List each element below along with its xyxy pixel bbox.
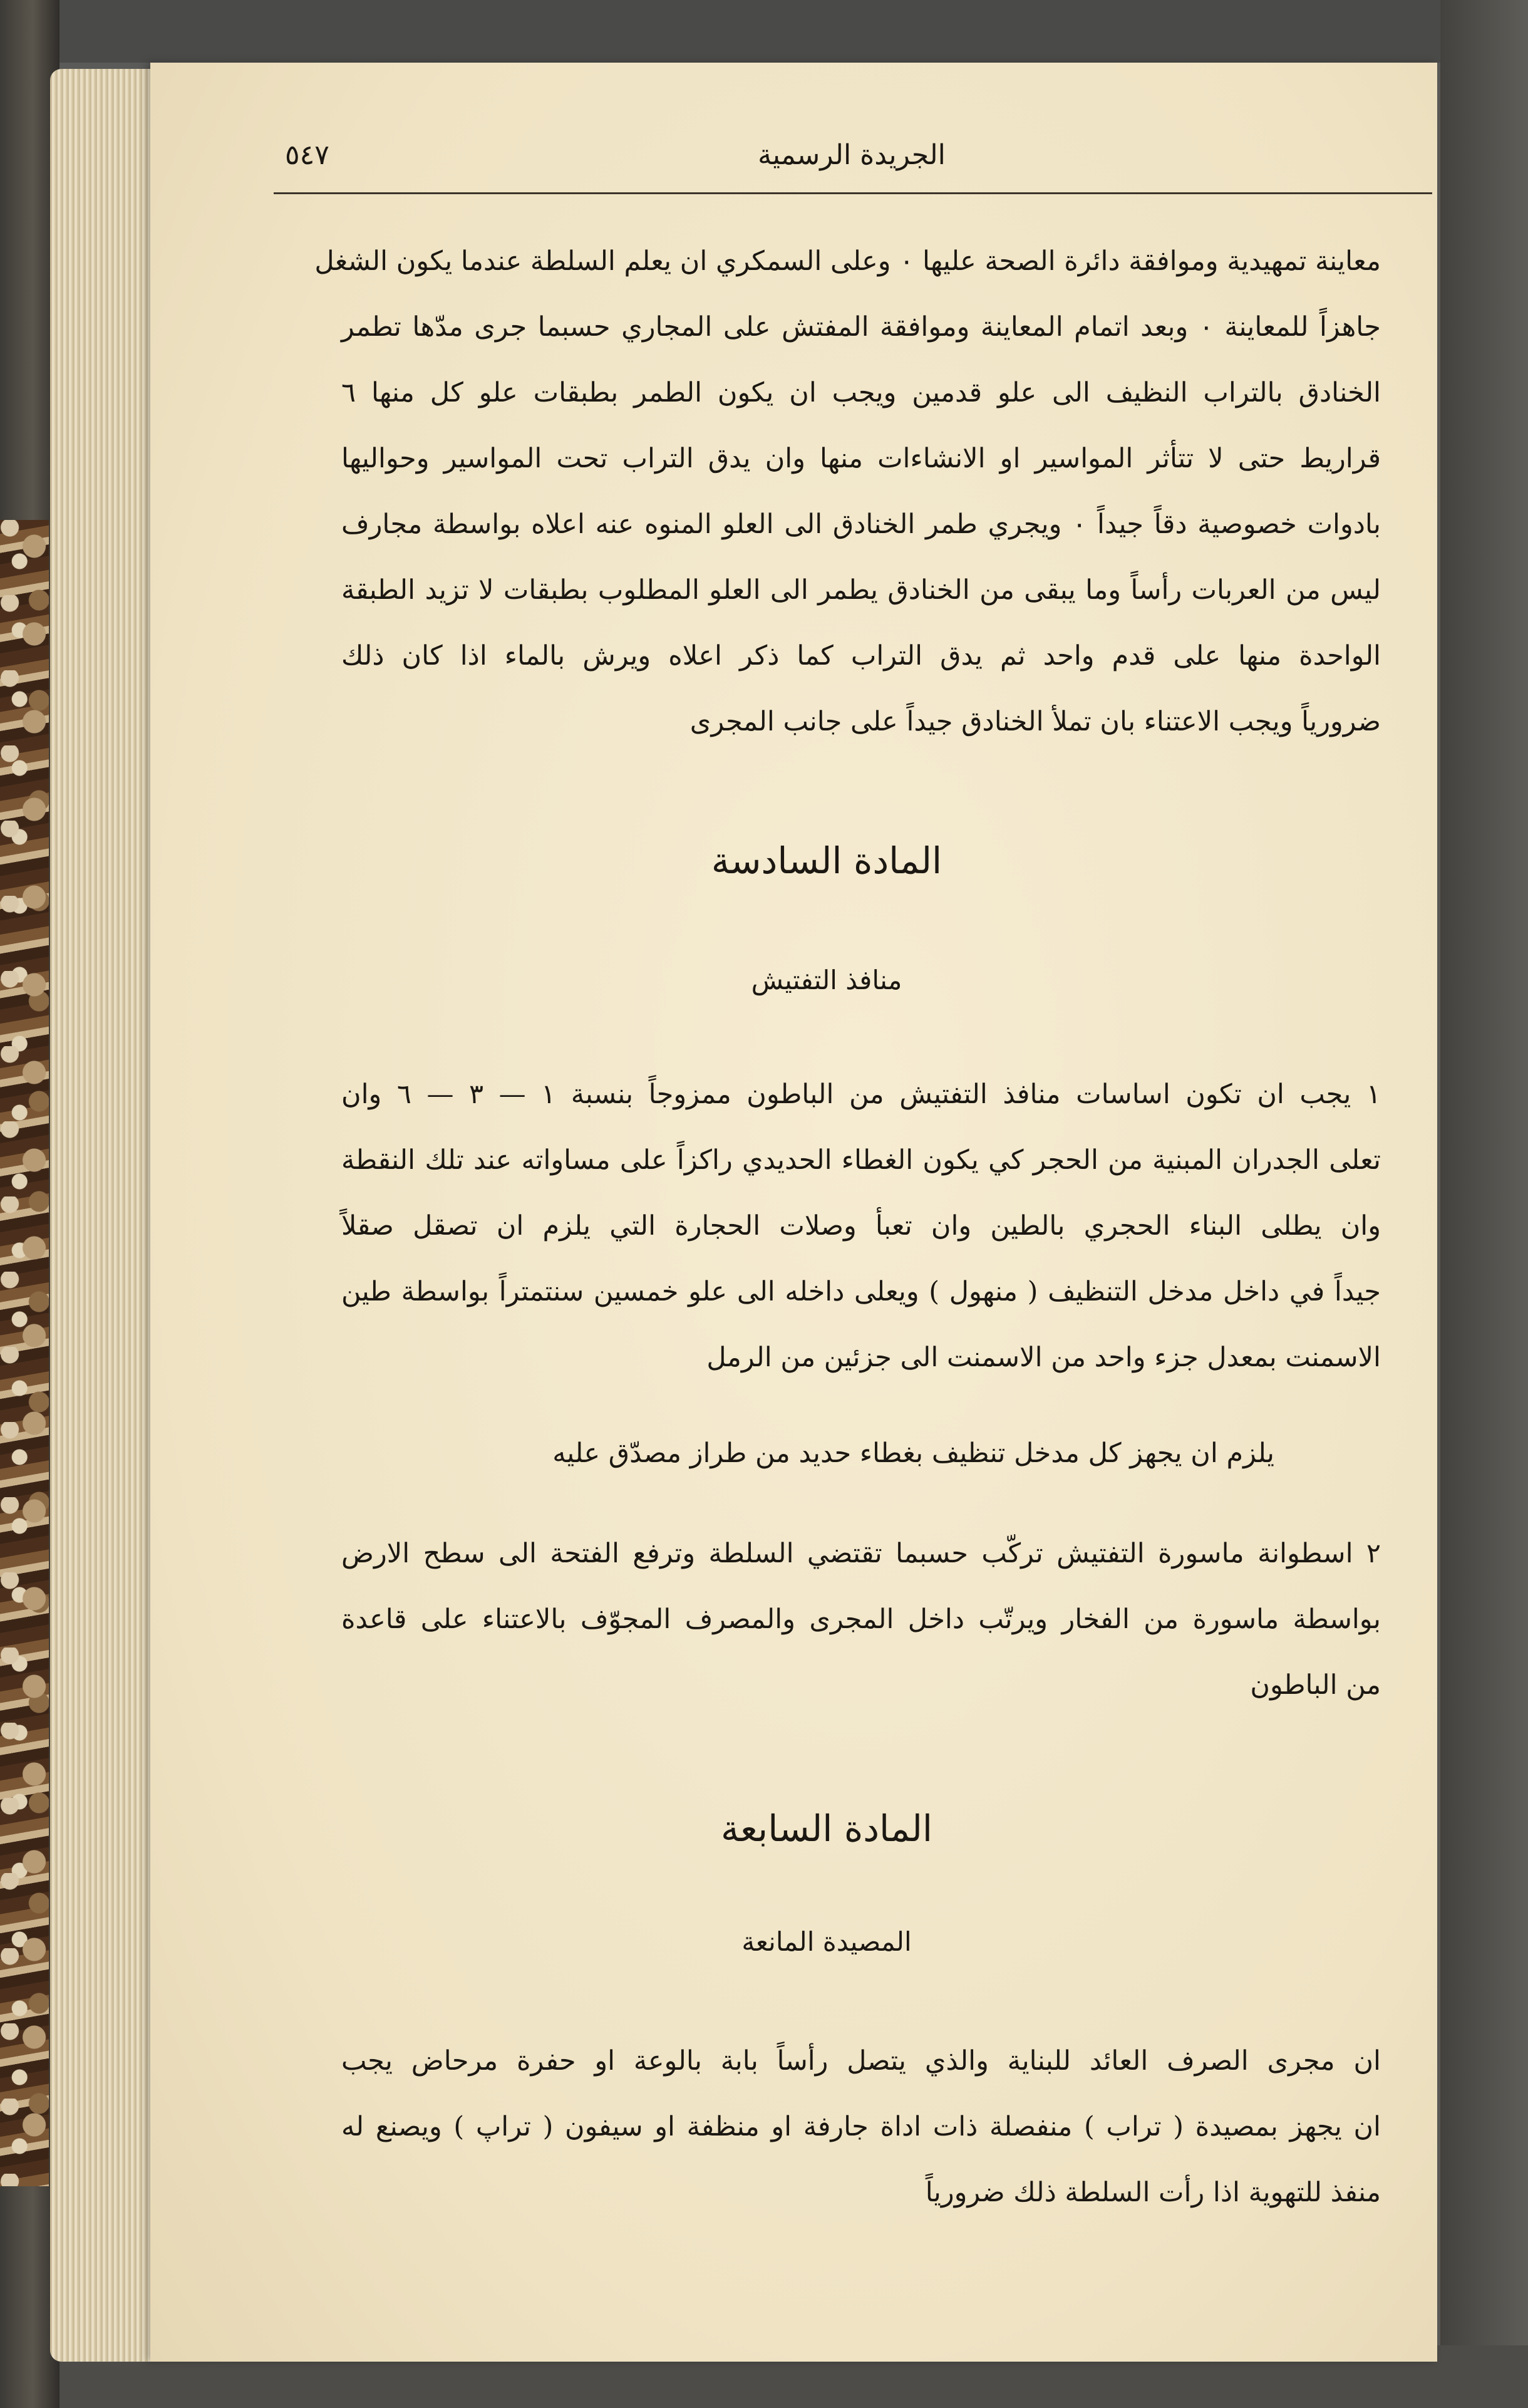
paragraph-line: الواحدة منها على قدم واحد ثم يدق التراب كما ذكر اعلاه ويرش بالماء اذا كان ذلك [341,640,1381,672]
paragraph-line: الخنادق بالتراب النظيف الى علو قدمين ويجب ان يكون الطمر بطبقات علو كل منها ٦ [341,377,1381,408]
page-edges [50,69,163,2362]
paragraph-line: منفذ للتهوية اذا رأت السلطة ذلك ضرورياً [925,2177,1381,2208]
paragraph-line: معاينة تمهيدية وموافقة دائرة الصحة عليها ٠ وعلى السمكري ان يعلم السلطة عندما يكون الشغل [314,246,1381,277]
scan-background-right [1440,0,1528,2408]
paragraph-line: الاسمنت بمعدل جزء واحد من الاسمنت الى جزئين من الرمل [706,1342,1381,1373]
article-6-heading: المادة السادسة [711,839,942,882]
paragraph-line: قراريط حتى لا تتأثر المواسير او الانشاءات منها وان يدق التراب تحت المواسير وحواليها [341,443,1381,474]
paragraph-line: ان يجهز بمصيدة ( تراب ) منفصلة ذات اداة جارفة او منظفة او سيفون ( تراپ ) ويصنع له [341,2111,1381,2142]
paragraph-line: ٢ اسطوانة ماسورة التفتيش تركّب حسبما تقتضي السلطة وترفع الفتحة الى سطح الارض [341,1538,1381,1569]
marbled-cover [0,520,49,2186]
paragraph-line: وان يطلى البناء الحجري بالطين وان تعبأ وصلات الحجارة التي يلزم ان تصقل صقلاً [341,1210,1381,1242]
article-6-note: يلزم ان يجهز كل مدخل تنظيف بغطاء حديد من طراز مصدّق عليه [552,1438,1274,1469]
paragraph-line: جاهزاً للمعاينة ٠ وبعد اتمام المعاينة وموافقة المفتش على المجاري حسبما جرى مدّها تطمر [341,311,1381,343]
header-rule [274,192,1432,194]
paragraph-line: ١ يجب ان تكون اساسات منافذ التفتيش من الباطون ممزوجاً بنسبة ١ — ٣ — ٦ وان [341,1079,1381,1110]
paragraph-line: بادوات خصوصية دقاً جيداً ٠ ويجري طمر الخنادق الى العلو المنوه عنه اعلاه بواسطة مجارف [341,509,1381,540]
paragraph-line: من الباطون [1250,1669,1381,1701]
paragraph-line: ليس من العربات رأساً وما يبقى من الخنادق يطمر الى العلو المطلوب بطبقات لا تزيد الطبقة [341,574,1381,606]
paragraph-line: ضرورياً ويجب الاعتناء بان تملأ الخنادق جيداً على جانب المجرى [689,706,1381,737]
scan-background-top [0,0,1528,63]
paragraph-line: تعلى الجدران المبنية من الحجر كي يكون الغطاء الحديدي راكزاً على مساواته عند تلك النقطة [341,1144,1381,1176]
article-7-heading: المادة السابعة [720,1807,933,1850]
article-7-subheading: المصيدة المانعة [741,1926,912,1957]
article-6-subheading: منافذ التفتيش [751,965,902,995]
paragraph-line: جيداً في داخل مدخل التنظيف ( منهول ) ويعلى داخله الى علو خمسين سنتمتراً بواسطة طين [341,1276,1381,1307]
running-title: الجريدة الرسمية [758,139,946,171]
paragraph-line: ان مجرى الصرف العائد للبناية والذي يتصل رأساً بابة بالوعة او حفرة مرحاض يجب [341,2045,1381,2077]
paragraph-line: بواسطة ماسورة من الفخار ويرتّب داخل المجرى والمصرف المجوّف بالاعتناء على قاعدة [341,1604,1381,1635]
page-number: ٥٤٧ [285,139,329,171]
